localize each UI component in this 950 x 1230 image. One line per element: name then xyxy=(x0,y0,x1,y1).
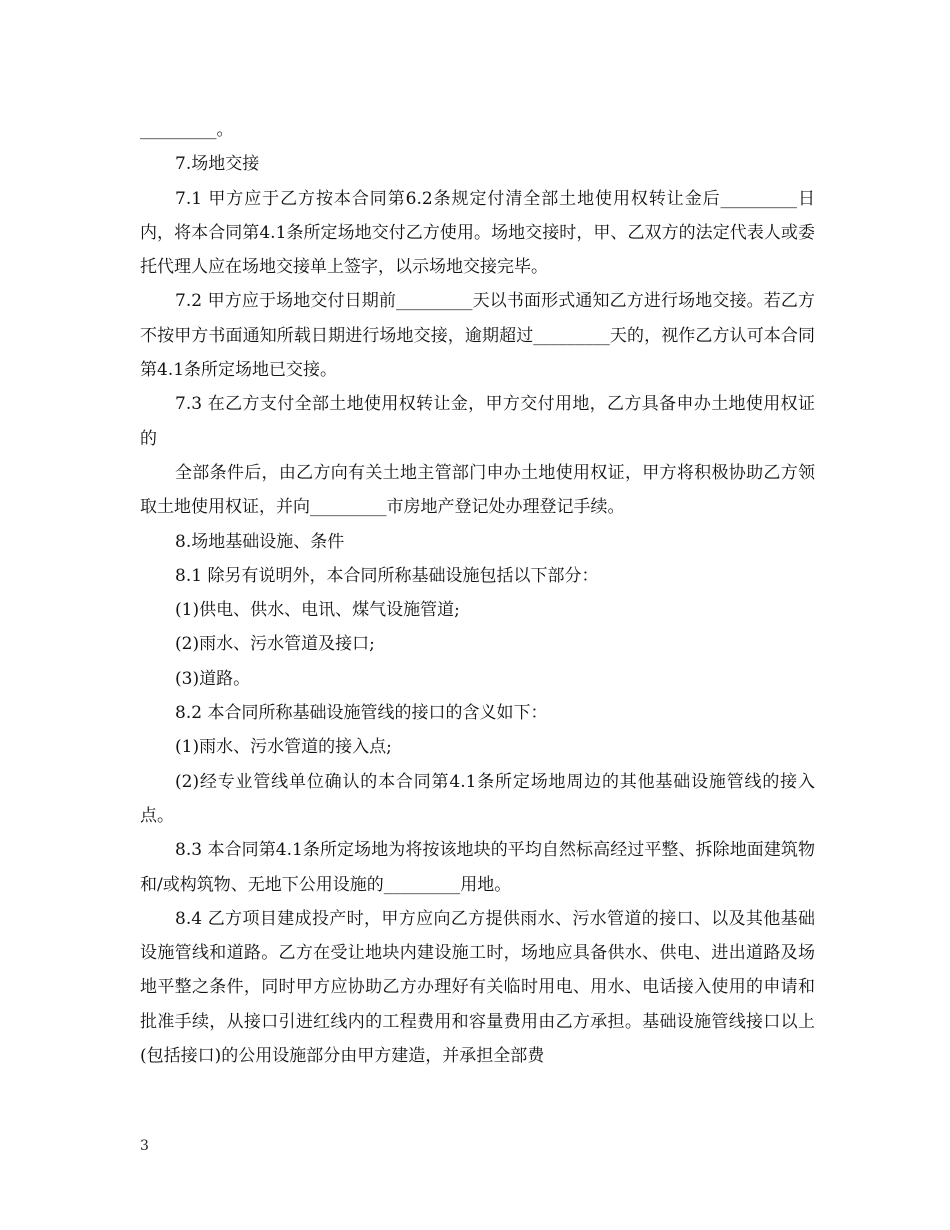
section-heading-7: 7.场地交接 xyxy=(175,154,260,175)
paragraph-continuation: _________。 xyxy=(140,120,234,140)
document-body xyxy=(140,113,815,1073)
list-item-8-1-3: (3)道路。 xyxy=(175,668,251,689)
clause-8-1: 8.1 除另有说明外，本合同所称基础设施包括以下部分： xyxy=(175,565,599,586)
list-item-8-2-2: (2)经专业管线单位确认的本合同第4.1条所定场地周边的其他基础设施管线的接入点。 xyxy=(140,771,815,826)
page-number: 3 xyxy=(140,1138,149,1154)
list-item-8-1-2: (2)雨水、污水管道及接口; xyxy=(175,634,375,655)
clause-8-4: 8.4 乙方项目建成投产时，甲方应向乙方提供雨水、污水管道的接口、以及其他基础设施管线和道路。乙方在受让地块内建设施工时，场地应具备供水、供电、进出道路及场地平整之条件，同时甲方应协助乙方办理好有关临时用电、用水、电话接入使用的申请和批准手续，从接口引进红线内的工程费用和容量费用由乙方承担。基础设施管线接口以上(包括接口)的公用设施部分由甲方建造，并承担全部费 xyxy=(140,908,815,1067)
list-item-8-1-1: (1)供电、供水、电讯、煤气设施管道; xyxy=(175,600,460,621)
clause-8-2: 8.2 本合同所称基础设施管线的接口的含义如下： xyxy=(175,703,548,724)
clause-7-1: 7.1 甲方应于乙方按本合同第6.2条规定付清全部土地使用权转让金后_________日内，将本合同第4.1条所定场地交付乙方使用。场地交接时，甲、乙双方的法定代表人或委托代理人应在场地交接单上签字，以示场地交接完毕。 xyxy=(140,188,815,278)
clause-8-3: 8.3 本合同第4.1条所定场地为将按该地块的平均自然标高经过平整、拆除地面建筑物和/或构筑物、无地下公用设施的_________用地。 xyxy=(140,840,815,895)
list-item-8-2-1: (1)雨水、污水管道的接入点; xyxy=(175,737,392,758)
section-heading-8: 8.场地基础设施、条件 xyxy=(175,531,345,552)
clause-7-3: 7.3 在乙方支付全部土地使用权转让金，甲方交付用地，乙方具备申办土地使用权证的 xyxy=(140,394,815,449)
clause-7-2: 7.2 甲方应于场地交付日期前_________天以书面形式通知乙方进行场地交接。若乙方不按甲方书面通知所载日期进行场地交接，逾期超过_________天的，视作乙方认可本合同第4.1条所定场地已交接。 xyxy=(140,291,815,381)
clause-7-3-continued: 全部条件后，由乙方向有关土地主管部门申办土地使用权证，甲方将积极协助乙方领取土地使用权证，并向_________市房地产登记处办理登记手续。 xyxy=(140,462,815,518)
